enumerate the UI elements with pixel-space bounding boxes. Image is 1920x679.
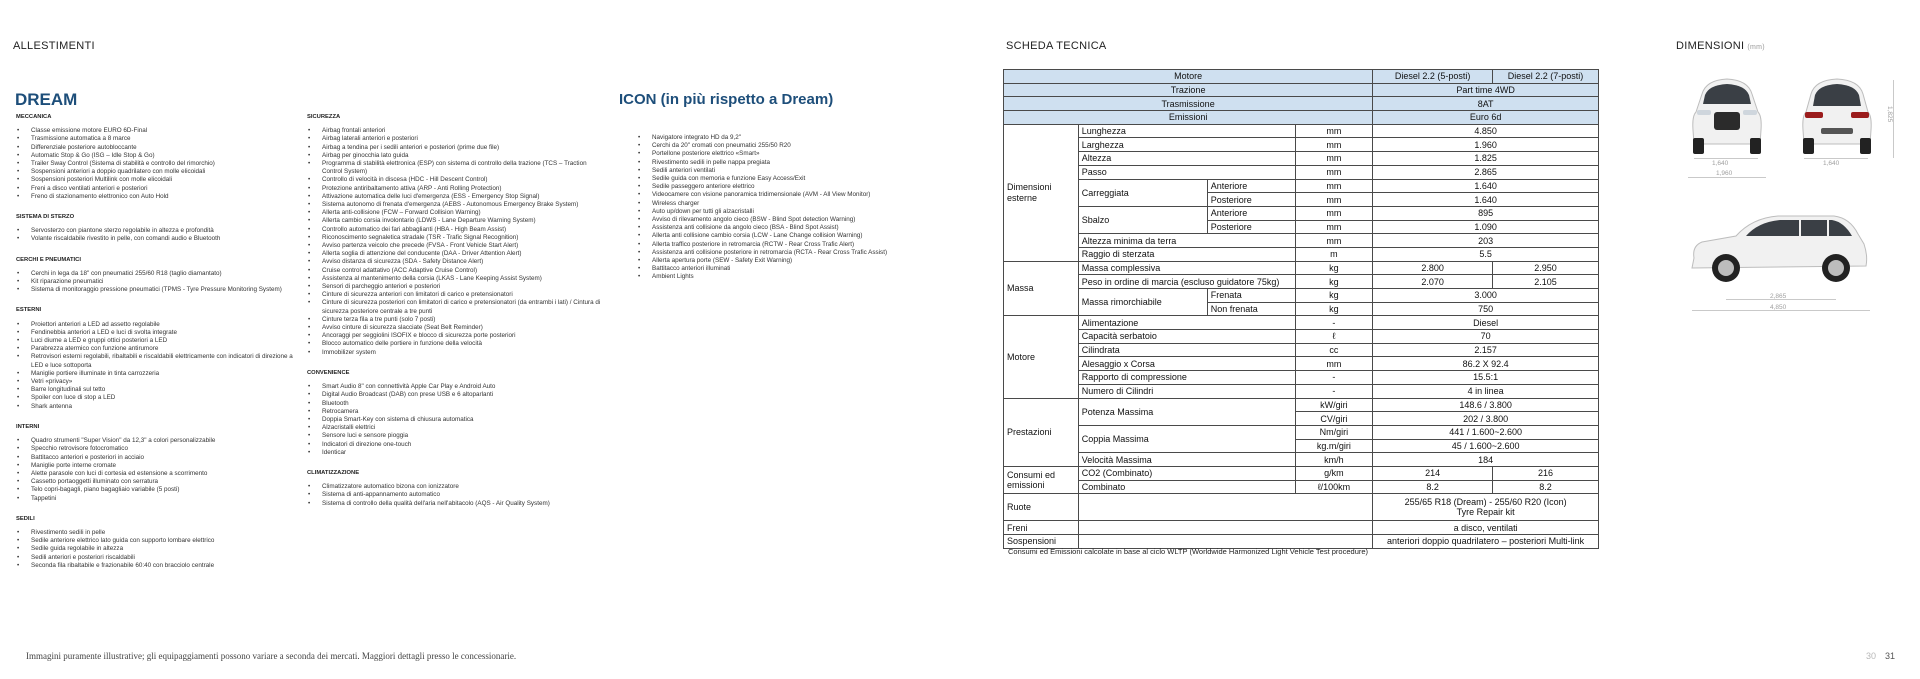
list-item: • Volante riscaldabile rivestito in pelle, con comandi audio e Bluetooth <box>16 235 306 243</box>
spec-value: 202 / 3.800 <box>1373 412 1599 426</box>
list-item: • Allerta anti collisione cambio corsia (LCW - Lane Change collision Warning) <box>637 232 937 240</box>
list-item: • Differenziale posteriore autobloccante <box>16 144 306 152</box>
list-item: • Sospensioni posteriori Multilink con molle elicoidali <box>16 176 306 184</box>
list-item: • Rivestimento sedili in pelle nappa pregiata <box>637 159 937 167</box>
spec-unit: kg <box>1295 275 1373 289</box>
spec-unit: m <box>1295 247 1373 261</box>
list-item: • Kit riparazione pneumatici <box>16 278 306 286</box>
spec-unit: kg.m/giri <box>1295 439 1373 453</box>
spec-value: 45 / 1.600~2.600 <box>1373 439 1599 453</box>
table-row <box>1004 357 1599 371</box>
list-item: • Climatizzatore automatico bizona con ionizzatore <box>307 483 607 491</box>
table-row <box>1004 97 1599 111</box>
list-item: • Sensori di parcheggio anteriori e posteriori <box>307 283 607 291</box>
page-number-right: 31 <box>1885 651 1896 661</box>
spec-table <box>1003 69 1599 549</box>
spec-label: Peso in ordine di marcia (escluso guidatore 75kg) <box>1078 275 1295 289</box>
spec-value: Euro 6d <box>1373 111 1599 125</box>
list-item: • Parabrezza atermico con funzione antirumore <box>16 345 306 353</box>
list-item: • Protezione antiribaltamento attiva (ARP - Anti Rolling Protection) <box>307 185 607 193</box>
spec-value: 8AT <box>1373 97 1599 111</box>
list-item: • Sedile passeggero anteriore elettrico <box>637 183 937 191</box>
list-item: • Avviso cinture di sicurezza slacciate (Seat Belt Reminder) <box>307 324 607 332</box>
list-item: • Auto up/down per tutti gli alzacristalli <box>637 208 937 216</box>
spec-sublabel: Posteriore <box>1207 193 1295 207</box>
list-item: • Programma di stabilità elettronica (ESP) con sistema di controllo della trazione (TCS – Traction Control System) <box>307 160 607 176</box>
list-item: • Identicar <box>307 449 607 457</box>
feature-section-title: SICUREZZA <box>307 114 341 120</box>
list-item: • Navigatore integrato HD da 9,2" <box>637 134 937 142</box>
table-row <box>1004 384 1599 398</box>
list-item: • Classe emissione motore EURO 6D-Final <box>16 127 306 135</box>
list-item: • Sistema di controllo della qualità dell'aria nell'abitacolo (AQS - Air Quality System) <box>307 500 607 508</box>
spec-value: 3.000 <box>1373 289 1599 303</box>
spec-value: 4.850 <box>1373 124 1599 138</box>
spec-value: 441 / 1.600~2.600 <box>1373 425 1599 439</box>
table-row <box>1004 466 1599 480</box>
width-dimension: 1,960 <box>1716 170 1733 177</box>
feature-list <box>16 321 306 411</box>
list-item: • Quadro strumenti "Super Vision" da 12,3" a colori personalizzabile <box>16 437 306 445</box>
list-item: • Sistema di monitoraggio pressione pneumatici (TPMS - Tyre Pressure Monitoring System) <box>16 286 306 294</box>
list-item: • Doppia Smart-Key con sistema di chiusura automatica <box>307 416 607 424</box>
spec-value: 86.2 X 92.4 <box>1373 357 1599 371</box>
list-item: • Attivazione automatica delle luci d'emergenza (ESS - Emergency Stop Signal) <box>307 193 607 201</box>
spec-label: Altezza <box>1078 152 1295 166</box>
section-header-allestimenti: ALLESTIMENTI <box>13 40 95 52</box>
spec-unit: - <box>1295 371 1373 385</box>
list-item: • Retrocamera <box>307 408 607 416</box>
wheelbase-dimension: 2,865 <box>1770 293 1787 300</box>
table-row <box>1004 330 1599 344</box>
list-item: • Controllo automatico dei fari abbaglianti (HBA - High Beam Assist) <box>307 226 607 234</box>
height-dimension: 1,825 <box>1886 106 1893 123</box>
spec-label: Lunghezza <box>1078 124 1295 138</box>
page-number-left: 30 <box>1866 651 1877 661</box>
spec-unit: kW/giri <box>1295 398 1373 412</box>
spec-label: Potenza Massima <box>1078 398 1295 425</box>
spec-unit: mm <box>1295 357 1373 371</box>
table-row <box>1004 289 1599 303</box>
list-item: • Allerta anti-collisione (FCW – Forward Collision Warning) <box>307 209 607 217</box>
list-item: • Shark antenna <box>16 403 306 411</box>
list-item: • Alette parasole con luci di cortesia ed estensione a scorrimento <box>16 470 306 478</box>
table-row <box>1004 165 1599 179</box>
spec-label: Trasmissione <box>1004 97 1373 111</box>
spec-value: 8.2 <box>1493 480 1599 494</box>
list-item: • Freni a disco ventilati anteriori e posteriori <box>16 185 306 193</box>
list-item: • Sedili anteriori ventilati <box>637 167 937 175</box>
spec-value: 1.640 <box>1373 193 1599 207</box>
spec-label: Sbalzo <box>1078 206 1207 233</box>
table-row <box>1004 494 1599 521</box>
spec-label: Passo <box>1078 165 1295 179</box>
list-item: • Sistema di anti-appannamento automatico <box>307 491 607 499</box>
list-item: • Vetri «privacy» <box>16 378 306 386</box>
section-header-dimensioni <box>1676 40 1765 52</box>
spec-unit: mm <box>1295 206 1373 220</box>
table-row <box>1004 247 1599 261</box>
spec-unit: mm <box>1295 220 1373 234</box>
spec-head-motore: Motore <box>1004 70 1373 84</box>
list-item: • Battitacco anteriori e posteriori in acciaio <box>16 454 306 462</box>
spec-unit: ℓ/100km <box>1295 480 1373 494</box>
feature-list <box>16 227 306 243</box>
list-item: • Tappetini <box>16 495 306 503</box>
table-row <box>1004 152 1599 166</box>
dream-features-column-1 <box>16 113 306 570</box>
spec-label: Rapporto di compressione <box>1078 371 1295 385</box>
spec-empty <box>1078 494 1372 521</box>
list-item: • Cerchi in lega da 18" con pneumatici 255/60 R18 (taglio diamantato) <box>16 270 306 278</box>
list-item: • Bluetooth <box>307 400 607 408</box>
list-item: • Sedili anteriori e posteriori riscaldabili <box>16 554 306 562</box>
table-row <box>1004 398 1599 412</box>
feature-list <box>307 383 607 457</box>
list-item: • Specchio retrovisore fotocromatico <box>16 445 306 453</box>
spec-value: 15.5:1 <box>1373 371 1599 385</box>
feature-section-title: CONVENIENCE <box>307 369 350 376</box>
list-item: • Automatic Stop & Go (ISG – Idle Stop & Go) <box>16 152 306 160</box>
spec-label: Trazione <box>1004 83 1373 97</box>
spec-sublabel: Posteriore <box>1207 220 1295 234</box>
spec-category: Motore <box>1004 316 1079 398</box>
spec-unit: ℓ <box>1295 330 1373 344</box>
list-item: • Trasmissione automatica a 8 marce <box>16 135 306 143</box>
table-row <box>1004 425 1599 439</box>
feature-section-title: CLIMATIZZAZIONE <box>307 469 360 476</box>
table-row <box>1004 70 1599 84</box>
spec-label: Coppia Massima <box>1078 425 1295 452</box>
rear-track-dimension: 1,640 <box>1823 160 1840 167</box>
spec-unit: - <box>1295 384 1373 398</box>
list-item: • Airbag a tendina per i sedili anteriori e posteriori (prime due file) <box>307 144 607 152</box>
spec-value <box>1373 494 1599 521</box>
list-item: • Cerchi da 20" cromati con pneumatici 255/50 R20 <box>637 142 937 150</box>
car-side-view <box>1688 206 1870 290</box>
spec-value: 8.2 <box>1373 480 1493 494</box>
list-item: • Sedile guida con memoria e funzione Easy Access/Exit <box>637 175 937 183</box>
disclaimer: Immagini puramente illustrative; gli equipaggiamenti possono variare a seconda dei mercati. Maggiori dettagli presso le concessionarie. <box>26 651 517 661</box>
list-item: • Sedile anteriore elettrico lato guida con supporto lombare elettrico <box>16 537 306 545</box>
spec-sublabel: Anteriore <box>1207 179 1295 193</box>
list-item: • Battitacco anteriori illuminati <box>637 265 937 273</box>
section-header-scheda-tecnica: SCHEDA TECNICA <box>1006 40 1107 52</box>
table-row <box>1004 83 1599 97</box>
front-track-line <box>1694 158 1758 159</box>
spec-value: Part time 4WD <box>1373 83 1599 97</box>
spec-value: 70 <box>1373 330 1599 344</box>
spec-value: a disco, ventilati <box>1373 521 1599 535</box>
feature-section-title: SISTEMA DI STERZO <box>16 214 75 221</box>
spec-value: Diesel <box>1373 316 1599 330</box>
spec-head-7posti: Diesel 2.2 (7-posti) <box>1493 70 1599 84</box>
spec-unit: mm <box>1295 179 1373 193</box>
spec-value: 1.960 <box>1373 138 1599 152</box>
list-item: • Wireless charger <box>637 200 937 208</box>
list-item: • Cinture di sicurezza anteriori con limitatori di carico e pretensionatori <box>307 291 607 299</box>
spec-label: Alimentazione <box>1078 316 1295 330</box>
spec-value: 5.5 <box>1373 247 1599 261</box>
spec-value: 4 in linea <box>1373 384 1599 398</box>
list-item: • Allerta apertura porte (SEW - Safety Exit Warning) <box>637 257 937 265</box>
table-row <box>1004 371 1599 385</box>
length-dimension: 4,850 <box>1770 304 1787 311</box>
list-item: • Proiettori anteriori a LED ad assetto regolabile <box>16 321 306 329</box>
list-item: • Portellone posteriore elettrico «Smart» <box>637 150 937 158</box>
spec-unit: mm <box>1295 138 1373 152</box>
list-item: • Freno di stazionamento elettronico con Auto Hold <box>16 193 306 201</box>
spec-label: Larghezza <box>1078 138 1295 152</box>
list-item: • Sospensioni anteriori a doppio quadrilatero con molle elicoidali <box>16 168 306 176</box>
list-item: • Blocco automatico delle portiere in funzione della velocità <box>307 340 607 348</box>
list-item: • Cruise control adattativo (ACC Adaptive Cruise Control) <box>307 267 607 275</box>
spec-value: 214 <box>1373 466 1493 480</box>
spec-sublabel: Non frenata <box>1207 302 1295 316</box>
list-item: • Luci diurne a LED e gruppi ottici posteriori a LED <box>16 337 306 345</box>
list-item: • Airbag laterali anteriori e posteriori <box>307 135 607 143</box>
trim-title-dream: DREAM <box>15 90 78 109</box>
spec-sublabel: Frenata <box>1207 289 1295 303</box>
table-row <box>1004 453 1599 467</box>
spec-unit: mm <box>1295 165 1373 179</box>
list-item: • Smart Audio 8" con connettività Apple Car Play e Android Auto <box>307 383 607 391</box>
feature-list <box>16 270 306 295</box>
wltp-footnote: Consumi ed Emissioni calcolate in base al ciclo WLTP (Worldwide Harmonized Light Vehicle Test procedure) <box>1008 547 1369 556</box>
spec-unit: mm <box>1295 124 1373 138</box>
spec-value: 2.800 <box>1373 261 1493 275</box>
spec-category: Sospensioni <box>1004 535 1079 549</box>
spec-value: 1.640 <box>1373 179 1599 193</box>
spec-category: Prestazioni <box>1004 398 1079 466</box>
feature-section-title: INTERNI <box>16 423 40 430</box>
list-item: • Allerta cambio corsia involontario (LDWS - Lane Departure Warning System) <box>307 217 607 225</box>
feature-list <box>307 483 607 508</box>
table-row <box>1004 234 1599 248</box>
dimensioni-unit: (mm) <box>1747 44 1765 51</box>
list-item: • Maniglie porte interne cromate <box>16 462 306 470</box>
feature-section-title: ESTERNI <box>16 307 42 314</box>
table-row <box>1004 261 1599 275</box>
spec-unit: km/h <box>1295 453 1373 467</box>
rear-track-line <box>1804 158 1868 159</box>
list-item: • Sedile guida regolabile in altezza <box>16 545 306 553</box>
list-item: • Avviso distanza di sicurezza (SDA - Safety Distance Alert) <box>307 258 607 266</box>
list-item: • Rivestimento sedili in pelle <box>16 529 306 537</box>
spec-label: CO2 (Combinato) <box>1078 466 1295 480</box>
spec-category: Freni <box>1004 521 1079 535</box>
spec-unit: - <box>1295 316 1373 330</box>
list-item: • Sensore luci e sensore pioggia <box>307 432 607 440</box>
list-item: • Ambient Lights <box>637 273 937 281</box>
spec-label: Emissioni <box>1004 111 1373 125</box>
icon-features-column <box>637 134 937 282</box>
list-item: • Assistenza anti collisione da angolo cieco (BSA - Blind Spot Assist) <box>637 224 937 232</box>
table-row <box>1004 316 1599 330</box>
spec-value: 2.105 <box>1493 275 1599 289</box>
list-item: • Videocamere con visione panoramica tridimensionale (AVM - All View Monitor) <box>637 191 937 199</box>
spec-unit: mm <box>1295 193 1373 207</box>
car-rear-view <box>1797 74 1877 160</box>
list-item: • Spoiler con luce di stop a LED <box>16 394 306 402</box>
table-row <box>1004 343 1599 357</box>
spec-label: Altezza minima da terra <box>1078 234 1295 248</box>
spec-value: 216 <box>1493 466 1599 480</box>
trim-title-icon: ICON (in più rispetto a Dream) <box>619 91 834 108</box>
list-item: • Seconda fila ribaltabile e frazionabile 60:40 con bracciolo centrale <box>16 562 306 570</box>
spec-unit: kg <box>1295 289 1373 303</box>
spec-empty <box>1078 521 1372 535</box>
spec-sublabel: Anteriore <box>1207 206 1295 220</box>
feature-section-title: CERCHI E PNEUMATICI <box>16 256 81 263</box>
table-row <box>1004 206 1599 220</box>
spec-label: Numero di Cilindri <box>1078 384 1295 398</box>
spec-unit: g/km <box>1295 466 1373 480</box>
table-row <box>1004 138 1599 152</box>
spec-label: Massa rimorchiabile <box>1078 289 1207 316</box>
list-item: • Retrovisori esterni regolabili, ribaltabili e riscaldabili elettricamente con indicatori di direzione a LED e luce sottoporta <box>16 353 306 369</box>
spec-value: 750 <box>1373 302 1599 316</box>
spec-category: Consumi ed emissioni <box>1004 466 1079 493</box>
spec-value: 2.070 <box>1373 275 1493 289</box>
ruote-line-1: 255/65 R18 (Dream) - 255/60 R20 (Icon) <box>1404 497 1567 508</box>
spec-value: 203 <box>1373 234 1599 248</box>
list-item: • Cinture di sicurezza posteriori con limitatori di carico e pretensionatori (da entrambi i lati) / Cintura di sicurezza posteriore centrale a tre punti <box>307 299 607 315</box>
spec-unit: mm <box>1295 234 1373 248</box>
list-item: • Assistenza al mantenimento della corsia (LKAS - Lane Keeping Assist System) <box>307 275 607 283</box>
spec-label: Combinato <box>1078 480 1295 494</box>
feature-section-title: SEDILI <box>16 515 35 522</box>
spec-label: Alesaggio x Corsa <box>1078 357 1295 371</box>
spec-value: anteriori doppio quadrilatero – posteriori Multi-link <box>1373 535 1599 549</box>
table-row <box>1004 179 1599 193</box>
height-dimension-line <box>1893 80 1894 158</box>
spec-unit: kg <box>1295 261 1373 275</box>
spec-unit: cc <box>1295 343 1373 357</box>
list-item: • Barre longitudinali sul tetto <box>16 386 306 394</box>
list-item: • Avviso di rilevamento angolo cieco (BSW - Blind Spot detection Warning) <box>637 216 937 224</box>
width-line <box>1688 177 1766 178</box>
spec-label: Massa complessiva <box>1078 261 1295 275</box>
feature-list <box>16 529 306 570</box>
list-item: • Riconoscimento segnaletica stradale (TSR - Trafic Signal Recognition) <box>307 234 607 242</box>
spec-unit: kg <box>1295 302 1373 316</box>
list-item: • Cassetto portaoggetti illuminato con serratura <box>16 478 306 486</box>
spec-value: 148.6 / 3.800 <box>1373 398 1599 412</box>
table-row <box>1004 275 1599 289</box>
list-item: • Avviso partenza veicolo che precede (FVSA - Front Vehicle Start Alert) <box>307 242 607 250</box>
list-item: • Controllo di velocità in discesa (HDC - Hill Descent Control) <box>307 176 607 184</box>
list-item: • Maniglie portiere illuminate in tinta carrozzeria <box>16 370 306 378</box>
spec-unit: mm <box>1295 152 1373 166</box>
list-item: • Assistenza anti collisione posteriore in retromarcia (RCTA - Rear Cross Trafic Assist) <box>637 249 937 257</box>
list-item: • Ancoraggi per seggiolini ISOFIX e blocco di sicurezza porte posteriori <box>307 332 607 340</box>
feature-list <box>16 437 306 503</box>
spec-value: 895 <box>1373 206 1599 220</box>
spec-label: Raggio di sterzata <box>1078 247 1295 261</box>
spec-category: Massa <box>1004 261 1079 316</box>
list-item: • Airbag per ginocchia lato guida <box>307 152 607 160</box>
table-row <box>1004 111 1599 125</box>
spec-head-5posti: Diesel 2.2 (5-posti) <box>1373 70 1493 84</box>
feature-list <box>307 127 607 357</box>
spec-category: Ruote <box>1004 494 1079 521</box>
ruote-line-2: Tyre Repair kit <box>1456 507 1515 518</box>
table-row <box>1004 521 1599 535</box>
list-item: • Sistema autonomo di frenata d'emergenza (AEBS - Autonomous Emergency Brake System) <box>307 201 607 209</box>
spec-label: Carreggiata <box>1078 179 1207 206</box>
list-item: • Immobilizer system <box>307 349 607 357</box>
dimensioni-label: DIMENSIONI <box>1676 40 1745 52</box>
spec-value: 1.825 <box>1373 152 1599 166</box>
list-item: • Alzacristalli elettrici <box>307 424 607 432</box>
spec-category: Dimensioni esterne <box>1004 124 1079 261</box>
table-row <box>1004 124 1599 138</box>
spec-label: Velocità Massima <box>1078 453 1295 467</box>
spec-label: Cilindrata <box>1078 343 1295 357</box>
spec-unit: Nm/giri <box>1295 425 1373 439</box>
list-item: • Cinture terza fila a tre punti (solo 7 posti) <box>307 316 607 324</box>
dream-features-column-2 <box>307 113 607 508</box>
list-item: • Trailer Sway Control (Sistema di stabilità e controllo del rimorchio) <box>16 160 306 168</box>
list-item: • Allerta soglia di attenzione del conducente (DAA - Driver Attention Alert) <box>307 250 607 258</box>
icon-feature-list <box>637 134 937 282</box>
feature-section-title: MECCANICA <box>16 114 52 120</box>
list-item: • Telo copri-bagagli, piano bagagliaio variabile (5 posti) <box>16 486 306 494</box>
car-front-view <box>1688 74 1766 160</box>
list-item: • Fendinebbia anteriori a LED e luci di svolta integrate <box>16 329 306 337</box>
spec-label: Capacità serbatoio <box>1078 330 1295 344</box>
spec-value: 2.950 <box>1493 261 1599 275</box>
spec-value: 1.090 <box>1373 220 1599 234</box>
spec-value: 2.865 <box>1373 165 1599 179</box>
list-item: • Indicatori di direzione one-touch <box>307 441 607 449</box>
list-item: • Airbag frontali anteriori <box>307 127 607 135</box>
spec-value: 184 <box>1373 453 1599 467</box>
table-row <box>1004 480 1599 494</box>
list-item: • Servosterzo con piantone sterzo regolabile in altezza e profondità <box>16 227 306 235</box>
feature-list <box>16 127 306 201</box>
list-item: • Digital Audio Broadcast (DAB) con prese USB e 6 altoparlanti <box>307 391 607 399</box>
spec-value: 2.157 <box>1373 343 1599 357</box>
list-item: • Allerta traffico posteriore in retromarcia (RCTW - Rear Cross Trafic Alert) <box>637 241 937 249</box>
front-track-dimension: 1,640 <box>1712 160 1729 167</box>
spec-unit: CV/giri <box>1295 412 1373 426</box>
